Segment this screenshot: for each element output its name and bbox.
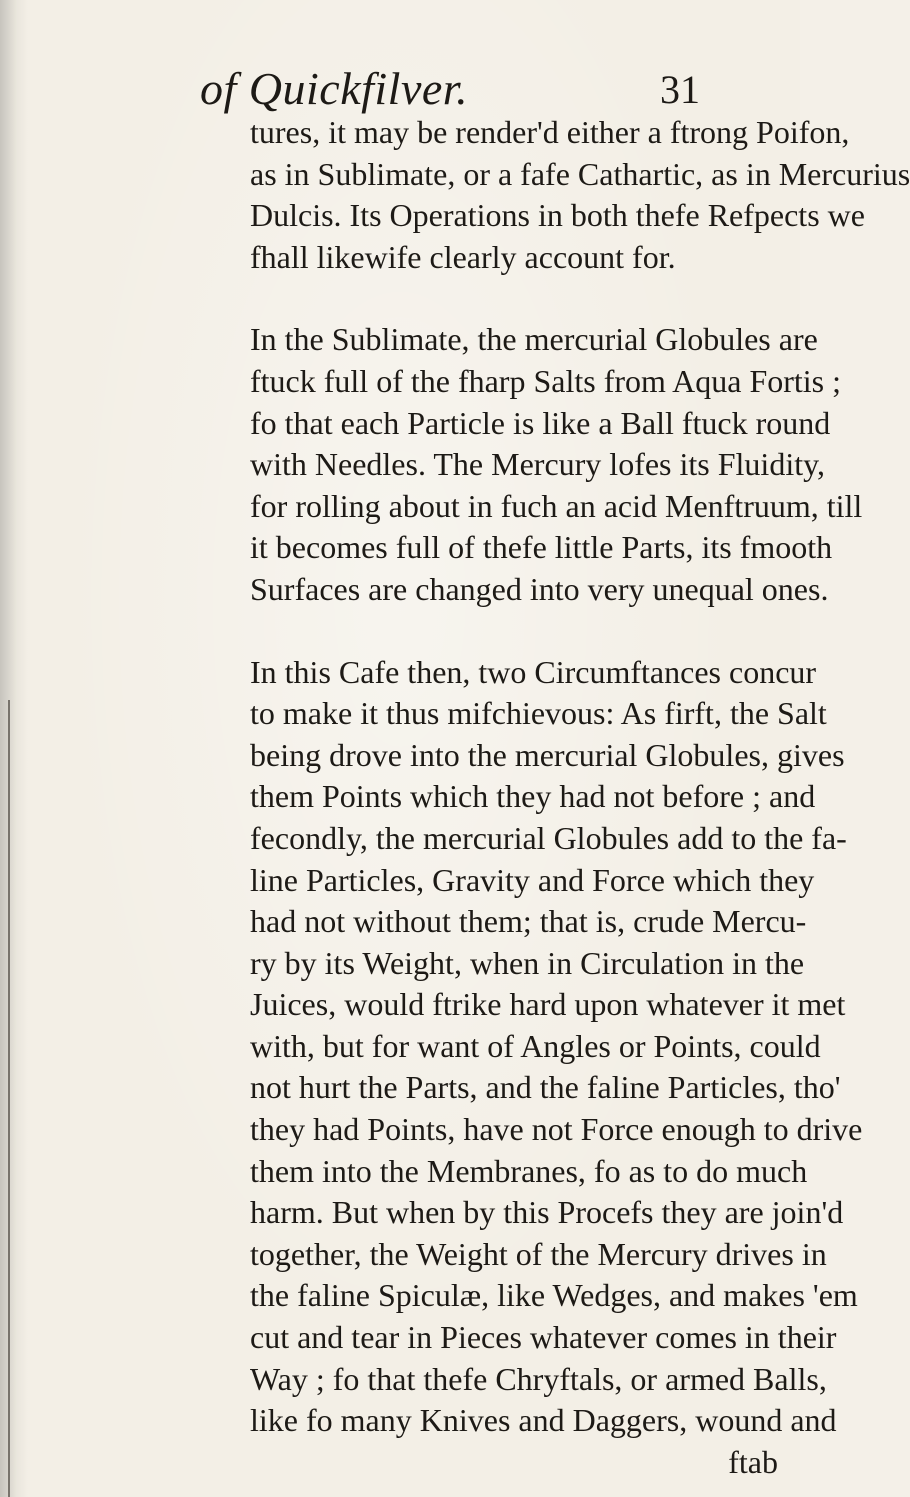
text-line: In this Cafe then, two Circumftances concur [250,653,817,690]
binding-edge [8,700,10,1497]
text-line: Surfaces are changed into very unequal ones. [250,570,829,607]
text-line: they had Points, have not Force enough to drive [250,1111,863,1148]
running-title: of Quickfilver. [200,63,469,114]
catchword: ftab [728,1443,778,1480]
text-line: Way ; fo that thefe Chryftals, or armed Balls, [250,1360,827,1397]
text-line: together, the Weight of the Mercury drives in [250,1235,827,1272]
paragraph-gap [250,278,800,319]
paragraph-3 [250,652,863,1484]
text-line: like fo many Knives and Daggers, wound and [250,1402,837,1439]
text-line: with Needles. The Mercury lofes its Fluidity, [250,446,826,483]
text-line: the faline Spiculæ, like Wedges, and makes 'em [250,1277,858,1314]
text-line: harm. But when by this Procefs they are join'd [250,1194,844,1231]
text-line: for rolling about in fuch an acid Menftruum, till [250,487,863,524]
text-line: them into the Membranes, fo as to do much [250,1152,808,1189]
text-line: ftuck full of the fharp Salts from Aqua Fortis ; [250,362,842,399]
text-line: them Points which they had not before ; and [250,778,816,815]
text-line: ry by its Weight, when in Circulation in the [250,944,805,981]
text-line: In the Sublimate, the mercurial Globules are [250,321,818,358]
text-line: Dulcis. Its Operations in both thefe Refpects we [250,197,865,234]
page-gutter-shadow [0,0,28,1497]
text-line: had not without them; that is, crude Mercu- [250,903,807,940]
text-line: it becomes full of thefe little Parts, its fmooth [250,529,833,566]
text-line: being drove into the mercurial Globules, gives [250,736,845,773]
text-line: line Particles, Gravity and Force which they [250,861,815,898]
text-line: Juices, would ftrike hard upon whatever it met [250,986,846,1023]
paragraph-gap [250,611,800,652]
text-line: fhall likewife clearly account for. [250,238,676,275]
text-line: fecondly, the mercurial Globules add to the fa- [250,819,847,856]
page-number: 31 [660,67,700,112]
paragraph-2 [250,319,863,610]
text-line: with, but for want of Angles or Points, could [250,1027,821,1064]
text-line: to make it thus mifchievous: As firft, the Salt [250,695,827,732]
body-text [250,112,910,1483]
text-line: fo that each Particle is like a Ball ftuck round [250,404,831,441]
text-line: as in Sublimate, or a fafe Cathartic, as in Mercurius [250,155,910,192]
text-line: not hurt the Parts, and the faline Particles, tho' [250,1069,841,1106]
text-line: tures, it may be render'd either a ftrong Poifon, [250,114,850,150]
paragraph-1 [250,112,910,278]
text-line: cut and tear in Pieces whatever comes in their [250,1319,837,1356]
